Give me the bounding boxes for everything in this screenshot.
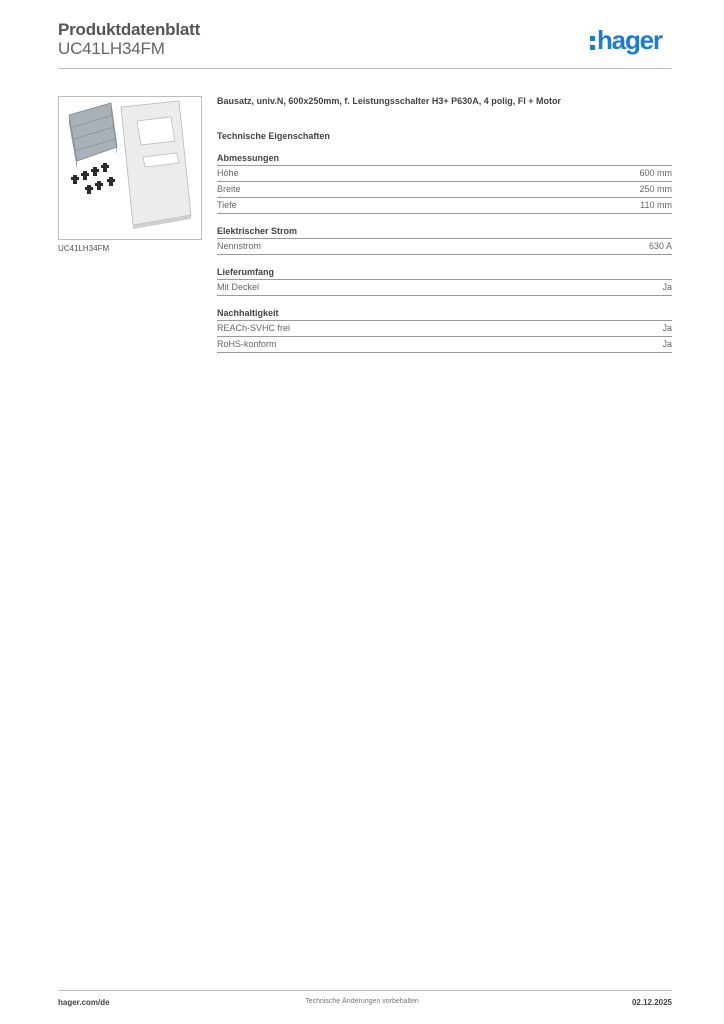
product-description: Bausatz, univ.N, 600x250mm, f. Leistungsschalter H3+ P630A, 4 polig, FI + Motor xyxy=(217,96,561,106)
header-divider xyxy=(58,68,672,69)
product-image xyxy=(58,96,202,240)
property-value: 110 mm xyxy=(640,200,672,210)
product-code: UC41LH34FM xyxy=(58,39,165,58)
property-row xyxy=(217,198,672,214)
property-value: 630 A xyxy=(648,241,672,251)
property-label: Mit Deckel xyxy=(217,282,260,292)
property-value: 250 mm xyxy=(639,184,672,194)
property-label: Höhe xyxy=(217,168,239,178)
logo-colon-mark xyxy=(590,36,596,52)
property-value: 600 mm xyxy=(639,168,672,178)
property-row xyxy=(217,182,672,198)
document-title: Produktdatenblatt xyxy=(58,20,201,39)
image-caption: UC41LH34FM xyxy=(58,244,110,253)
group-title: Elektrischer Strom xyxy=(217,226,672,239)
logo-wordmark: hager xyxy=(597,25,662,55)
property-value: Ja xyxy=(662,282,672,292)
group-title: Nachhaltigkeit xyxy=(217,308,672,321)
property-label: REACh-SVHC frei xyxy=(217,323,291,333)
property-group-scope-of-delivery xyxy=(217,267,672,296)
property-row xyxy=(217,321,672,337)
property-row xyxy=(217,280,672,296)
footer-notice: Technische Änderungen vorbehalten xyxy=(305,998,419,1005)
product-illustration-icon xyxy=(59,97,201,239)
property-group-sustainability xyxy=(217,308,672,353)
datasheet-content xyxy=(217,96,672,353)
property-row xyxy=(217,239,672,255)
property-value: Ja xyxy=(662,339,672,349)
property-row xyxy=(217,166,672,182)
property-label: Tiefe xyxy=(217,200,237,210)
footer-divider xyxy=(58,990,672,991)
section-title: Technische Eigenschaften xyxy=(217,131,330,141)
group-title: Lieferumfang xyxy=(217,267,672,280)
property-value: Ja xyxy=(662,323,672,333)
footer-website-link[interactable]: hager.com/de xyxy=(58,998,110,1007)
property-group-dimensions xyxy=(217,153,672,214)
footer-date: 02.12.2025 xyxy=(631,998,672,1007)
hager-logo xyxy=(590,25,674,56)
property-label: Nennstrom xyxy=(217,241,262,251)
group-title: Abmessungen xyxy=(217,153,672,166)
property-label: Breite xyxy=(217,184,241,194)
property-row xyxy=(217,337,672,353)
property-group-electrical xyxy=(217,226,672,255)
property-label: RoHS-konform xyxy=(217,339,277,349)
